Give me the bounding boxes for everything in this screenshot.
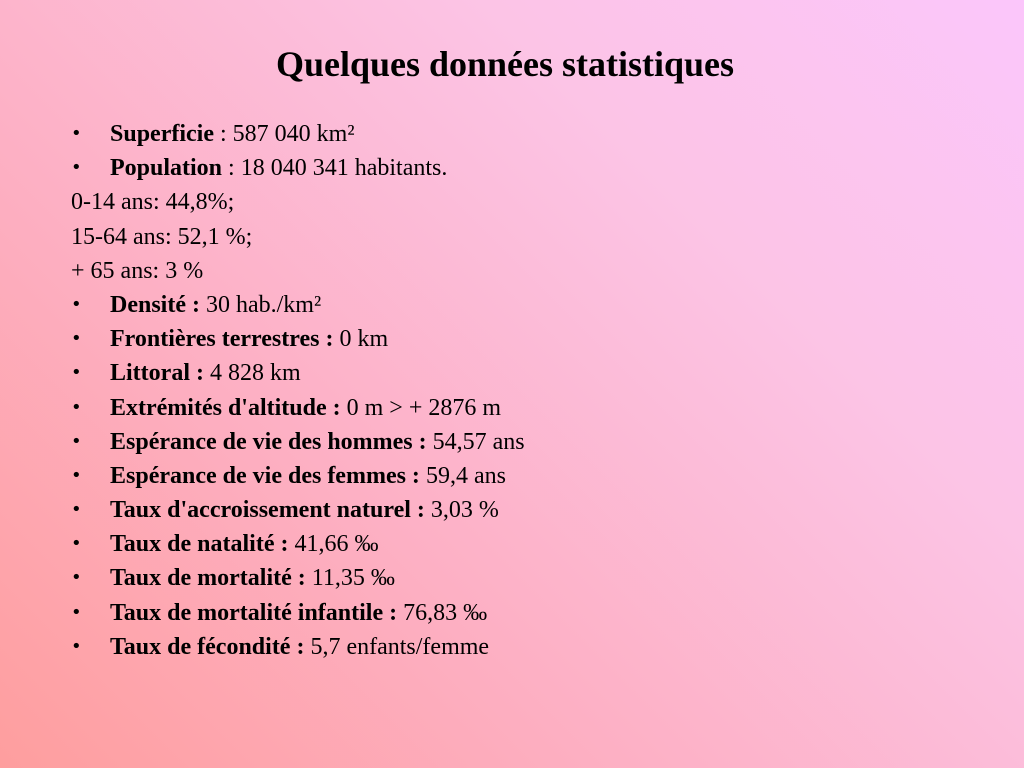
item-label: Taux de mortalité :: [110, 565, 312, 592]
item-label: Densité :: [110, 291, 206, 318]
list-item-age-65-plus: [71, 254, 971, 288]
list-item-fecondite: [71, 630, 971, 664]
item-value: 0 km: [339, 326, 389, 353]
bullet-icon: [71, 425, 110, 461]
item-value: : 18 040 341 habitants.: [222, 155, 448, 182]
item-label: Taux de mortalité infantile :: [110, 599, 404, 626]
bullet-icon: [71, 561, 110, 597]
item-value: 5,7 enfants/femme: [310, 633, 490, 660]
item-value: 3,03 %: [430, 497, 499, 524]
bullet-icon: [71, 630, 110, 666]
bullet-icon: [71, 288, 110, 324]
item-value: 4 828 km: [209, 360, 301, 387]
item-value: 0-14 ans: 44,8%;: [71, 189, 235, 216]
item-label: Extrémités d'altitude :: [110, 394, 347, 421]
list-item-mortalite: [71, 561, 971, 595]
item-value: 15-64 ans: 52,1 %;: [71, 223, 253, 250]
item-value: 54,57 ans: [432, 428, 525, 455]
item-label: Espérance de vie des femmes :: [110, 462, 426, 489]
list-item-densite: [71, 288, 971, 322]
bullet-icon: [71, 322, 110, 358]
item-value: 41,66 ‰: [294, 531, 379, 558]
item-value: 76,83 ‰: [403, 599, 488, 626]
list-item-superficie: [71, 117, 971, 151]
item-value: 0 m > + 2876 m: [346, 394, 502, 421]
item-label: Population: [110, 155, 223, 182]
list-item-esperance-hommes: [71, 425, 971, 459]
item-label: Littoral :: [110, 360, 210, 387]
list-item-mortalite-infantile: [71, 596, 971, 630]
list-item-population: [71, 151, 971, 185]
list-item-age-15-64: [71, 220, 971, 254]
bullet-icon: [71, 459, 110, 495]
list-item-age-0-14: [71, 185, 971, 219]
item-label: Frontières terrestres :: [110, 326, 340, 353]
list-item-accroissement: [71, 493, 971, 527]
list-item-littoral: [71, 356, 971, 390]
item-value: : 587 040 km²: [213, 121, 355, 147]
bullet-icon: [71, 117, 110, 153]
bullet-icon: [71, 596, 110, 632]
slide-title: Quelques données statistiques: [275, 44, 735, 84]
list-item-esperance-femmes: [71, 459, 971, 493]
bullet-icon: [71, 356, 110, 392]
item-label: Taux d'accroissement naturel :: [110, 497, 431, 524]
item-value: 11,35 ‰: [311, 565, 395, 592]
bullet-icon: [71, 151, 110, 187]
list-item-altitude: [71, 391, 971, 425]
item-label: Superficie: [110, 121, 214, 147]
item-label: Espérance de vie des hommes :: [110, 428, 433, 455]
bullet-icon: [71, 527, 110, 563]
list-item-frontieres: [71, 322, 971, 356]
bullet-icon: [71, 391, 110, 427]
statistics-list: [71, 117, 971, 664]
item-label: Taux de fécondité :: [110, 633, 311, 660]
item-label: Taux de natalité :: [110, 531, 295, 558]
item-value: 59,4 ans: [425, 462, 506, 489]
bullet-icon: [71, 493, 110, 529]
list-item-natalite: [71, 527, 971, 561]
item-value: 30 hab./km²: [205, 291, 322, 318]
item-value: + 65 ans: 3 %: [71, 257, 204, 284]
